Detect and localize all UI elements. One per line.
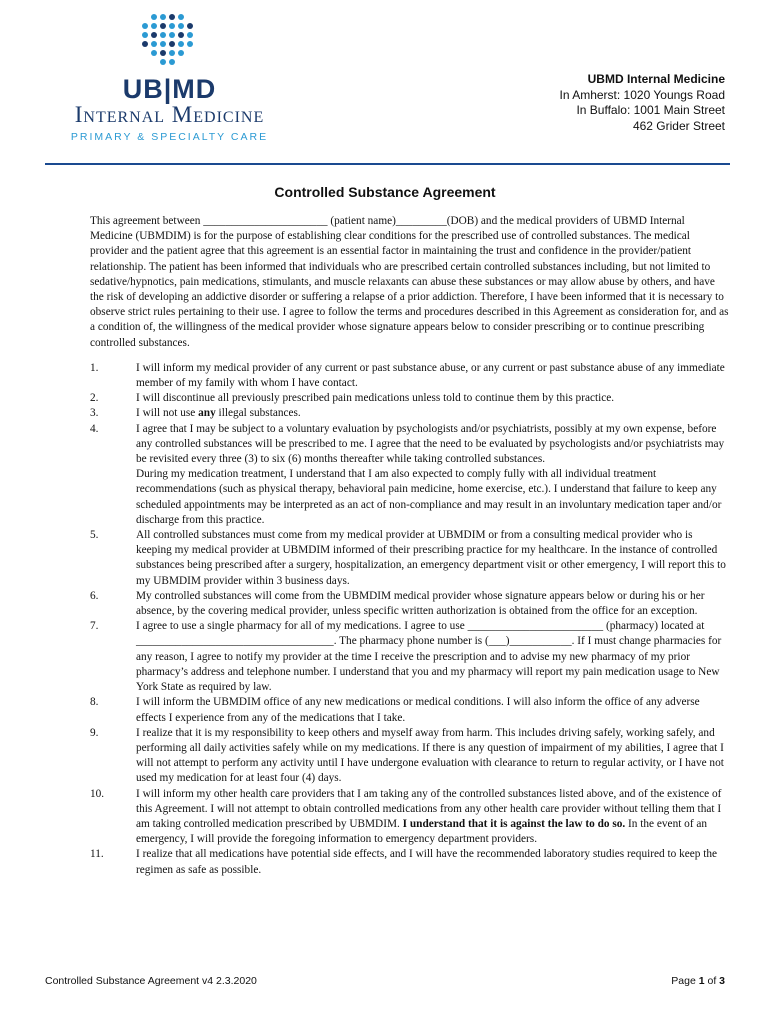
item-text: I agree that I may be subject to a voluntary evaluation by psychologists and/or psychiatrists, possibly at my own expense, before any controlled substances will be prescribed to me. I agree that the need to be evaluated by psychologists and/or psychiatrists may be revisited every three (3) to six (6) months thereafter while taking controlled substances. (136, 422, 725, 466)
item-number: 9. (90, 726, 99, 739)
item-number: 7. (90, 620, 99, 633)
logo-dot (169, 59, 175, 65)
address-block (560, 72, 725, 134)
item-text: All controlled substances must come from my medical provider at UBMDIM or from a consulting medical provider who is keeping my medical provider at UBMDIM informed of their prescribing practice for my healthcare. In the instance of controlled substances being prescribed after a surgery, hospitalization, an emergency department visit or other emergency, I will report this to my UBMDIM provider within 3 business days. (136, 529, 726, 587)
list-item (90, 847, 730, 877)
address-line: In Amherst: 1020 Youngs Road (559, 87, 725, 102)
logo-dot (160, 23, 166, 29)
item-text: During my medication treatment, I understand that I am also expected to comply fully with all individual treatment recommendations (such as physical therapy, behavioral pain medicine, home exercise, etc.). I understand that failure to keep any scheduled appointments may be interpreted as an act of non-compliance and may result in an involuntary medication taper and/or discharge from this practice. (136, 468, 722, 526)
list-item (90, 528, 730, 589)
logo-dot (187, 23, 193, 29)
item-number: 3. (90, 407, 99, 420)
intro-paragraph: This agreement between ______________________ (patient name)_________(DOB) and the medical providers of UBMD Internal Medicine (UBMDIM) is for the purpose of establishing clear conditions for the prescribed use of controlled substances. The medical provider and the patient agree that this agreement is an essential factor in maintaining the trust and confidence in the provider/patient relationship. The patient has been informed that individuals who are prescribed certain controlled substances including, but not limited to sedative/hypnotics, pain medications, stimulants, and muscle relaxants can abuse these substances or may allow abuse by others, and have the risk of developing an addictive disorder or suffering a relapse of a prior addiction. Therefore, I have been informed that it is necessary to observe strict rules pertaining to their use. I agree to follow the terms and procedures described in this Agreement as consideration for, and as a condition of, the willingness of the medical provider whose signature appears below to consider prescribing or to continue prescribing controlled substances. (90, 215, 729, 349)
list-item (90, 406, 730, 421)
item-emphasis: any (198, 407, 216, 420)
page-number (671, 975, 725, 987)
logo-dot (178, 14, 184, 20)
logo-dot (178, 32, 184, 38)
item-text: I realize that all medications have potential side effects, and I will have the recommended laboratory studies required to keep the regimen as safe as possible. (136, 848, 718, 876)
item-number: 5. (90, 529, 99, 542)
list-item-continuation (136, 467, 730, 528)
address-line: 462 Grider Street (632, 118, 725, 133)
page-total: 3 (719, 975, 725, 987)
agreement-body (90, 214, 730, 878)
logo-dot (169, 50, 175, 56)
item-text (136, 406, 730, 421)
logo-dot (151, 32, 157, 38)
logo-dot (169, 41, 175, 47)
logo-dot (178, 23, 184, 29)
item-text-part: I will not use (136, 407, 199, 420)
list-item (90, 787, 730, 848)
page-current: 1 (698, 975, 705, 987)
item-text-part: illegal substances. (215, 407, 301, 420)
item-number: 8. (90, 696, 99, 709)
logo-dot (187, 41, 193, 47)
logo-dot (151, 14, 157, 20)
item-emphasis: I understand that it is against the law to do so. (402, 817, 626, 830)
logo-dot (169, 32, 175, 38)
org-name: UBMD Internal Medicine (587, 72, 725, 86)
list-item (90, 361, 730, 391)
item-number: 11. (90, 848, 104, 861)
logo-dot-grid-icon (142, 14, 198, 70)
logo-dot (169, 14, 175, 20)
item-number: 6. (90, 589, 99, 602)
logo-dot (142, 41, 148, 47)
item-number: 4. (90, 422, 99, 435)
header-divider (45, 163, 730, 165)
logo-brand: UB|MD (122, 74, 217, 104)
item-text (136, 787, 730, 848)
item-text: I agree to use a single pharmacy for all of my medications. I agree to use ________________________ (pharmacy) located at ___________________________________. The pharmacy phone number is (___)___________. If I must change pharmacies for any reason, I agree to notify my provider at the time I receive the prescription and to advise my new pharmacy of my prior pharmacy’s address and telephone number. I understand that you and my pharmacy will report my pain medication usage to New York State as required by law. (136, 620, 722, 694)
footer-version: Controlled Substance Agreement v4 2.3.2020 (45, 975, 257, 987)
logo-dot (160, 14, 166, 20)
logo-dot (178, 41, 184, 47)
logo-dot (142, 32, 148, 38)
logo-dot (169, 23, 175, 29)
item-text: I will discontinue all previously prescribed pain medications unless told to continue them by this practice. (136, 392, 615, 405)
logo-dot (160, 41, 166, 47)
address-line: In Buffalo: 1001 Main Street (576, 103, 725, 117)
item-text: I will inform the UBMDIM office of any new medications or medical conditions. I will also inform the office of any adverse effects I experience from any of the medications that I take. (136, 696, 700, 724)
logo-dot (151, 23, 157, 29)
list-item (90, 589, 730, 619)
list-item (90, 391, 730, 406)
logo-dot (187, 32, 193, 38)
list-item (90, 619, 730, 695)
logo-dot (160, 50, 166, 56)
logo-subtitle: PRIMARY & SPECIALTY CARE (70, 131, 269, 143)
document-title: Controlled Substance Agreement (274, 184, 496, 200)
item-text: My controlled substances will come from the UBMDIM medical provider whose signature appears below or during his or her absence, by the covering medical provider, unless specific written authorization is obtained from the office for an exception. (136, 589, 705, 618)
item-number: 1. (90, 361, 99, 374)
item-text: I realize that it is my responsibility to keep others and myself away from harm. This includes driving safely, working safely, and performing all daily activities safely while on my medications. If there is any question of impairment of my abilities, I agree that I will not attempt to perform any activity until I have undergone evaluation with clearance to return to regular activity, or I have not used my medication for at least four (4) days. (136, 726, 724, 785)
list-item (90, 695, 730, 725)
item-number: 2. (90, 392, 99, 405)
ubmd-logo (62, 14, 277, 143)
logo-dot (160, 59, 166, 65)
item-text-part: I will inform my other health care providers that I am taking any of the controlled substances listed above, and of the existence of this Agreement. I will not attempt to obtain controlled medications from any other health care provider without telling them that I am taking controlled medication prescribed by UBMDIM. (136, 787, 722, 830)
list-item (90, 422, 730, 468)
item-number: 10. (90, 787, 105, 800)
logo-dot (178, 50, 184, 56)
item-text-part: In the event of an emergency, I will provide the foregoing information to emergency department providers. (136, 817, 708, 846)
logo-dot (142, 23, 148, 29)
logo-title: Internal Medicine (74, 102, 265, 127)
logo-dot (151, 50, 157, 56)
page-of-label: of (704, 975, 720, 987)
item-text: I will inform my medical provider of any current or past substance abuse, or any current or past substance abuse of any immediate member of my family with whom I have contact. (136, 361, 725, 390)
page-label: Page (671, 975, 699, 987)
logo-dot (160, 32, 166, 38)
logo-dot (151, 41, 157, 47)
list-item (90, 726, 730, 787)
